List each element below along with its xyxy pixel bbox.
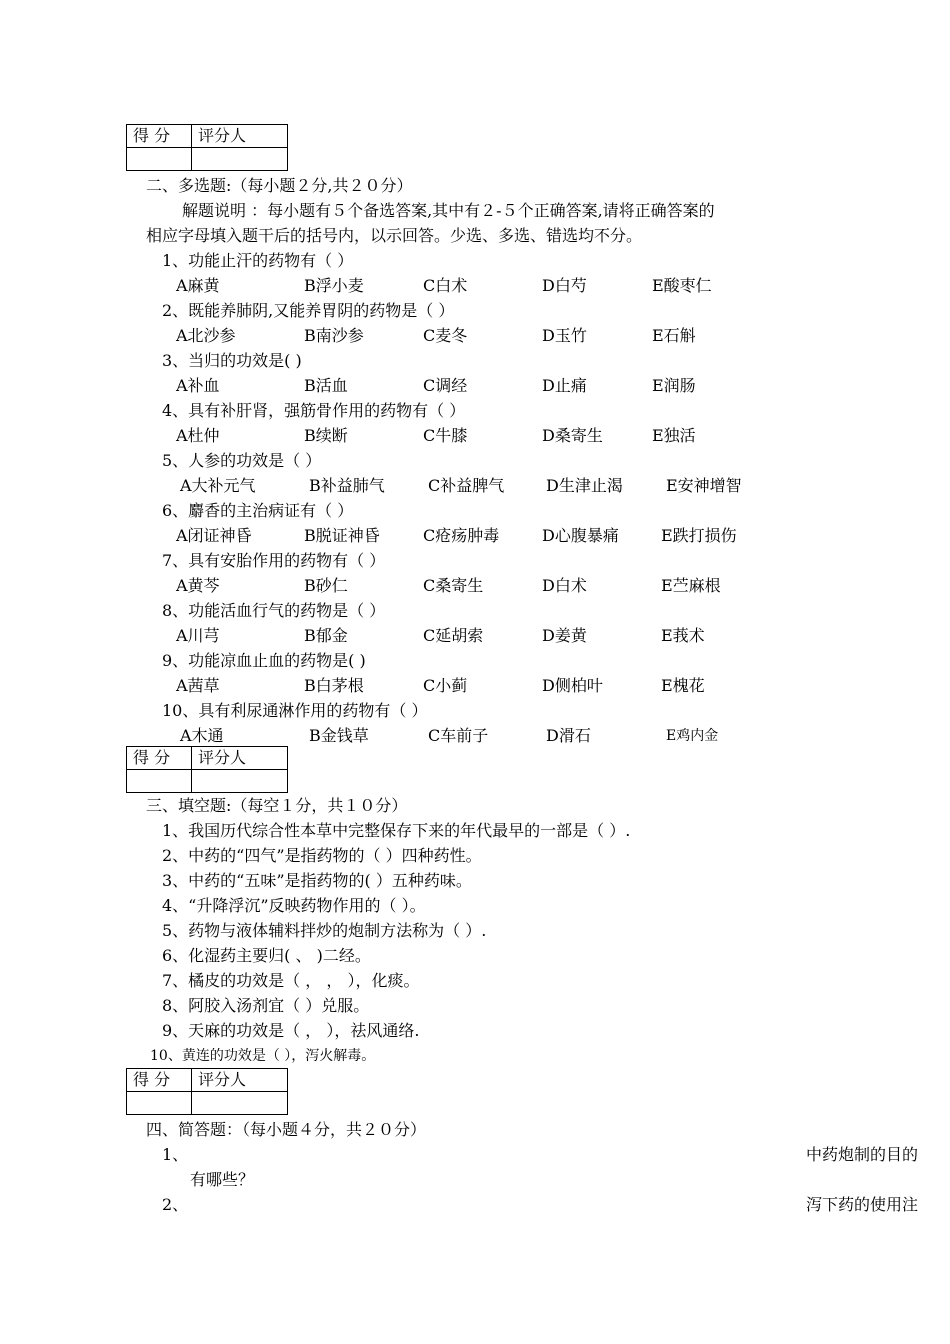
answer-option[interactable]: D姜黄 xyxy=(542,626,587,645)
short-q1-number: 1、 xyxy=(162,1145,189,1164)
question-stem: 4、具有补肝肾，强筋骨作用的药物有（ ） xyxy=(162,401,466,420)
answer-option[interactable]: A麻黄 xyxy=(176,276,220,295)
answer-option[interactable]: C桑寄生 xyxy=(423,576,484,595)
answer-option[interactable]: B续断 xyxy=(304,426,348,445)
answer-option[interactable]: E鸡内金 xyxy=(666,728,719,744)
answer-option[interactable]: C延胡索 xyxy=(423,626,484,645)
answer-option[interactable]: A大补元气 xyxy=(180,476,256,495)
answer-option[interactable]: B脱证神昏 xyxy=(304,526,380,545)
answer-option[interactable]: E石斛 xyxy=(652,326,696,345)
short-q1-text: 中药炮制的目的 xyxy=(806,1145,919,1164)
question-stem: 10、具有利尿通淋作用的药物有（ ） xyxy=(162,701,428,720)
answer-option[interactable]: A茜草 xyxy=(176,676,220,695)
score-table-3 xyxy=(126,1068,288,1115)
score-table-1 xyxy=(126,124,288,171)
answer-option[interactable]: A北沙参 xyxy=(176,326,236,345)
answer-option[interactable]: C车前子 xyxy=(428,726,489,745)
section3-title: 三、填空题:（每空１分，共１０分） xyxy=(146,796,408,815)
fill-item: 3、中药的“五味”是指药物的( ）五种药味。 xyxy=(162,871,472,890)
answer-option[interactable]: B郁金 xyxy=(304,626,348,645)
section2-instructions-1: 解题说明 ：每小题有５个备选答案,其中有２-５个正确答案,请将正确答案的 xyxy=(182,201,715,220)
grader-label: 评分人 xyxy=(192,1069,288,1092)
score-table-2 xyxy=(126,746,288,793)
question-stem: 1、功能止汗的药物有（ ） xyxy=(162,251,354,270)
grader-label: 评分人 xyxy=(192,747,288,770)
answer-option[interactable]: A川芎 xyxy=(176,626,220,645)
question-stem: 2、既能养肺阴,又能养胃阴的药物是（ ） xyxy=(162,301,455,320)
question-stem: 3、当归的功效是( ) xyxy=(162,351,302,370)
score-cell[interactable] xyxy=(127,770,192,793)
section2-instructions-2: 相应字母填入题干后的括号内，以示回答。少选、多选、错选均不分。 xyxy=(146,226,643,245)
answer-option[interactable]: D侧柏叶 xyxy=(542,676,603,695)
question-stem: 6、麝香的主治病证有（ ） xyxy=(162,501,354,520)
answer-option[interactable]: B金钱草 xyxy=(309,726,369,745)
answer-option[interactable]: D桑寄生 xyxy=(542,426,603,445)
answer-option[interactable]: D心腹暴痛 xyxy=(542,526,619,545)
short-q2-text: 泻下药的使用注 xyxy=(806,1195,919,1214)
answer-option[interactable]: E润肠 xyxy=(652,376,696,395)
fill-item: 10、黄连的功效是（ ），泻火解毒。 xyxy=(150,1048,376,1064)
fill-item: 1、我国历代综合性本草中完整保存下来的年代最早的一部是（ ）. xyxy=(162,821,631,840)
answer-option[interactable]: A黄芩 xyxy=(176,576,220,595)
score-label: 得 分 xyxy=(127,747,192,770)
answer-option[interactable]: D白芍 xyxy=(542,276,587,295)
answer-option[interactable]: A补血 xyxy=(176,376,220,395)
answer-option[interactable]: B浮小麦 xyxy=(304,276,364,295)
answer-option[interactable]: B白茅根 xyxy=(304,676,364,695)
answer-option[interactable]: E安神增智 xyxy=(666,476,742,495)
fill-item: 8、阿胶入汤剂宜（ ）兑服。 xyxy=(162,996,370,1015)
fill-item: 6、化湿药主要归( 、 )二经。 xyxy=(162,946,371,965)
score-cell[interactable] xyxy=(127,148,192,171)
fill-item: 9、天麻的功效是（ ， ），祛风通络. xyxy=(162,1021,420,1040)
answer-option[interactable]: C牛膝 xyxy=(423,426,468,445)
fill-item: 2、中药的“四气”是指药物的（ ）四种药性。 xyxy=(162,846,482,865)
fill-item: 4、“升降浮沉”反映药物作用的（ ）。 xyxy=(162,896,426,915)
answer-option[interactable]: B南沙参 xyxy=(304,326,364,345)
answer-option[interactable]: C小蓟 xyxy=(423,676,468,695)
fill-item: 7、橘皮的功效是（ ， ， ），化痰。 xyxy=(162,971,420,990)
answer-option[interactable]: D滑石 xyxy=(546,726,591,745)
grader-cell[interactable] xyxy=(192,148,288,171)
score-label: 得 分 xyxy=(127,1069,192,1092)
short-q2-number: 2、 xyxy=(162,1195,189,1214)
question-stem: 8、功能活血行气的药物是（ ） xyxy=(162,601,386,620)
score-label: 得 分 xyxy=(127,125,192,148)
answer-option[interactable]: E槐花 xyxy=(661,676,705,695)
answer-option[interactable]: A闭证神昏 xyxy=(176,526,252,545)
answer-option[interactable]: D白术 xyxy=(542,576,587,595)
grader-label: 评分人 xyxy=(192,125,288,148)
answer-option[interactable]: C白术 xyxy=(423,276,468,295)
grader-cell[interactable] xyxy=(192,770,288,793)
answer-option[interactable]: D生津止渴 xyxy=(546,476,623,495)
answer-option[interactable]: D止痛 xyxy=(542,376,587,395)
answer-option[interactable]: B补益肺气 xyxy=(309,476,385,495)
question-stem: 7、具有安胎作用的药物有（ ） xyxy=(162,551,386,570)
question-stem: 5、人参的功效是（ ） xyxy=(162,451,322,470)
answer-option[interactable]: E跌打损伤 xyxy=(661,526,737,545)
answer-option[interactable]: A杜仲 xyxy=(176,426,220,445)
answer-option[interactable]: C补益脾气 xyxy=(428,476,505,495)
answer-option[interactable]: B砂仁 xyxy=(304,576,348,595)
answer-option[interactable]: E独活 xyxy=(652,426,696,445)
answer-option[interactable]: C麦冬 xyxy=(423,326,468,345)
answer-option[interactable]: A木通 xyxy=(180,726,224,745)
short-q1-continued: 有哪些？ xyxy=(190,1170,255,1189)
answer-option[interactable]: E苎麻根 xyxy=(661,576,721,595)
fill-item: 5、药物与液体辅料拌炒的炮制方法称为（ ）. xyxy=(162,921,487,940)
grader-cell[interactable] xyxy=(192,1092,288,1115)
question-stem: 9、功能凉血止血的药物是( ) xyxy=(162,651,366,670)
answer-option[interactable]: E酸枣仁 xyxy=(652,276,712,295)
answer-option[interactable]: C疮疡肿毒 xyxy=(423,526,500,545)
answer-option[interactable]: E莪术 xyxy=(661,626,705,645)
section4-title: 四、简答题：（每小题４分，共２０分） xyxy=(146,1120,427,1139)
answer-option[interactable]: D玉竹 xyxy=(542,326,587,345)
answer-option[interactable]: B活血 xyxy=(304,376,348,395)
score-cell[interactable] xyxy=(127,1092,192,1115)
section2-title: 二、多选题:（每小题２分,共２０分） xyxy=(146,176,413,195)
answer-option[interactable]: C调经 xyxy=(423,376,468,395)
